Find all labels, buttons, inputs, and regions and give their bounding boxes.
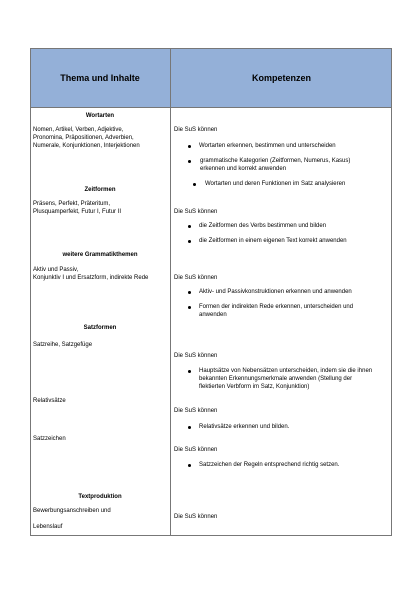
column-divider: [170, 48, 171, 536]
content-line: Bewerbungsanschreiben und: [33, 508, 111, 514]
bullet-icon: [188, 225, 191, 228]
competency-item: bekannten Erkennungsmerkmale anwenden (Stellung der: [199, 376, 353, 382]
competency-item: erkennen und korrekt anwenden: [200, 166, 287, 172]
content-line: Relativsätze: [33, 398, 66, 404]
competency-item: anwenden: [199, 312, 227, 318]
section-title-wortarten: Wortarten: [85, 113, 115, 119]
competency-intro: Die SuS können: [174, 275, 218, 281]
competency-item: Wortarten erkennen, bestimmen und unterscheiden: [199, 143, 336, 149]
content-line: Plusquamperfekt, Futur I, Futur II: [33, 209, 122, 215]
bullet-icon: [193, 183, 196, 186]
competency-intro: Die SuS können: [174, 447, 218, 453]
bullet-icon: [188, 464, 191, 467]
competency-intro: Die SuS können: [174, 408, 218, 414]
section-title-textproduktion: Textproduktion: [78, 494, 122, 500]
competency-intro: Die SuS können: [174, 514, 218, 520]
content-line: Konjunktiv I und Ersatzform, indirekte Rede: [33, 275, 149, 281]
header-competencies: Kompetenzen: [251, 73, 311, 83]
content-line: Lebenslauf: [33, 524, 63, 530]
content-line: Aktiv und Passiv,: [33, 267, 79, 273]
competency-item: Satzzeichen der Regeln entsprechend richtig setzen.: [199, 462, 340, 468]
bullet-icon: [188, 291, 191, 294]
header-topics: Thema und Inhalte: [60, 73, 140, 83]
content-line: Pronomina, Präpositionen, Adverbien,: [33, 135, 134, 141]
competency-item: Wortarten und deren Funktionen im Satz analysieren: [205, 181, 346, 187]
competency-item: Aktiv- und Passivkonstruktionen erkennen und anwenden: [199, 289, 352, 295]
bullet-icon: [188, 240, 191, 243]
bullet-icon: [188, 306, 191, 309]
competency-item: flektierten Verbform im Satz, Konjunktion): [199, 384, 310, 390]
section-title-satzformen: Satzformen: [83, 325, 117, 331]
competency-item: Relativsätze erkennen und bilden.: [199, 424, 290, 430]
content-line: Nomen, Artikel, Verben, Adjektive,: [33, 127, 124, 133]
competency-intro: Die SuS können: [174, 353, 218, 359]
competency-intro: Die SuS können: [174, 209, 218, 215]
competency-item: die Zeitformen des Verbs bestimmen und bilden: [199, 223, 327, 229]
competency-item: grammatische Kategorien (Zeitformen, Numerus, Kasus): [200, 158, 351, 164]
bullet-icon: [188, 160, 191, 163]
competency-item: Formen der indirekten Rede erkennen, unterscheiden und: [199, 304, 354, 310]
bullet-icon: [188, 426, 191, 429]
competency-item: die Zeitformen in einem eigenen Text korrekt anwenden: [199, 238, 347, 244]
content-line: Satzzeichen: [33, 436, 66, 442]
content-line: Numerale, Konjunktionen, Interjektionen: [33, 143, 140, 149]
bullet-icon: [188, 145, 191, 148]
section-title-zeitformen: Zeitformen: [84, 187, 116, 193]
content-line: Satzreihe, Satzgefüge: [33, 342, 93, 348]
competency-item: Hauptsätze von Nebensätzen unterscheiden, indem sie die ihnen: [199, 368, 373, 374]
bullet-icon: [188, 370, 191, 373]
content-line: Präsens, Perfekt, Präteritum,: [33, 201, 111, 207]
competency-intro: Die SuS können: [174, 127, 218, 133]
section-title-weitere: weitere Grammatikthemen: [62, 252, 138, 258]
